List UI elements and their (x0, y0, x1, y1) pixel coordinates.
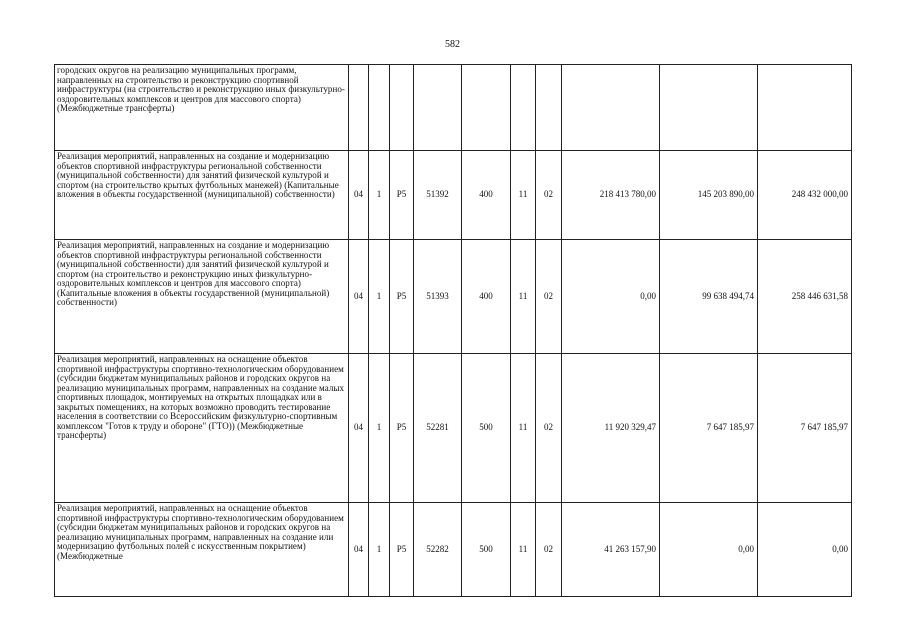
code-project: P5 (390, 240, 414, 354)
code-chapter (511, 65, 536, 151)
code-project: P5 (390, 503, 414, 597)
code-program: 1 (369, 151, 390, 240)
page-number: 582 (445, 39, 460, 50)
amount-year-1: 0,00 (562, 240, 660, 354)
amount-year-1: 218 413 780,00 (562, 151, 660, 240)
row-description: Реализация мероприятий, направленных на оснащение объектов спортивной инфраструктуры спортивно-технологическим оборудованием (субсидии бюджетам муниципальных районов и городских округов на реализацию муниципальных программ, направленных на создание малых спортивных площадок, монтируемых на открытых площадках или в закрытых помещениях, на которых возможно проводить тестирование населения в соответствии со Всероссийским физкультурно-спортивным комплексом "Готов к труду и обороне" (ГТО)) (Межбюджетные трансферты) (55, 354, 349, 503)
amount-year-3 (758, 65, 852, 151)
amount-year-2 (660, 65, 758, 151)
row-description: городских округов на реализацию муниципальных программ, направленных на строительство и реконструкцию спортивной инфраструктуры (на строительство и реконструкцию иных физкультурно-оздоровительных комплексов и центров для массового спорта) (Межбюджетные трансферты) (55, 65, 349, 151)
code-expense-type: 500 (462, 354, 511, 503)
code-subchapter (536, 65, 562, 151)
table-row (55, 65, 852, 151)
code-project (390, 65, 414, 151)
row-description: Реализация мероприятий, направленных на оснащение объектов спортивной инфраструктуры спортивно-технологическим оборудованием (субсидии бюджетам муниципальных районов и городских округов на реализацию муниципальных программ, направленных на создание или модернизацию футбольных полей с искусственным покрытием) (Межбюджетные (55, 503, 349, 597)
amount-year-2: 145 203 890,00 (660, 151, 758, 240)
code-section: 04 (349, 354, 369, 503)
code-section (349, 65, 369, 151)
code-section: 04 (349, 503, 369, 597)
code-expense-type: 400 (462, 151, 511, 240)
amount-year-2: 0,00 (660, 503, 758, 597)
amount-year-3: 0,00 (758, 503, 852, 597)
code-expense-type: 500 (462, 503, 511, 597)
code-chapter: 11 (511, 151, 536, 240)
code-program: 1 (369, 503, 390, 597)
amount-year-2: 99 638 494,74 (660, 240, 758, 354)
table-row (55, 151, 852, 240)
table-row (55, 240, 852, 354)
code-chapter: 11 (511, 354, 536, 503)
code-program: 1 (369, 354, 390, 503)
code-program: 1 (369, 240, 390, 354)
code-expense-type: 400 (462, 240, 511, 354)
code-project: P5 (390, 354, 414, 503)
code-subchapter: 02 (536, 151, 562, 240)
code-direction: 51393 (414, 240, 462, 354)
table-row (55, 503, 852, 597)
code-direction: 52281 (414, 354, 462, 503)
code-expense-type (462, 65, 511, 151)
amount-year-3: 258 446 631,58 (758, 240, 852, 354)
code-chapter: 11 (511, 240, 536, 354)
amount-year-3: 248 432 000,00 (758, 151, 852, 240)
amount-year-1: 41 263 157,90 (562, 503, 660, 597)
budget-table (54, 64, 852, 597)
amount-year-1 (562, 65, 660, 151)
code-section: 04 (349, 240, 369, 354)
code-program (369, 65, 390, 151)
code-subchapter: 02 (536, 354, 562, 503)
code-project: P5 (390, 151, 414, 240)
code-direction: 52282 (414, 503, 462, 597)
row-description: Реализация мероприятий, направленных на создание и модернизацию объектов спортивной инфраструктуры региональной собственности (муниципальной собственности) для занятий физической культурой и спортом (на строительство крытых футбольных манежей) (Капитальные вложения в объекты государственной (муниципальной) собственности) (55, 151, 349, 240)
code-section: 04 (349, 151, 369, 240)
row-description: Реализация мероприятий, направленных на создание и модернизацию объектов спортивной инфраструктуры региональной собственности (муниципальной собственности) для занятий физической культурой и спортом (на строительство и реконструкцию иных физкультурно-оздоровительных комплексов и центров для массового спорта) (Капитальные вложения в объекты государственной (муниципальной) собственности) (55, 240, 349, 354)
code-subchapter: 02 (536, 240, 562, 354)
amount-year-2: 7 647 185,97 (660, 354, 758, 503)
amount-year-1: 11 920 329,47 (562, 354, 660, 503)
amount-year-3: 7 647 185,97 (758, 354, 852, 503)
code-direction: 51392 (414, 151, 462, 240)
code-direction (414, 65, 462, 151)
table-row (55, 354, 852, 503)
code-chapter: 11 (511, 503, 536, 597)
code-subchapter: 02 (536, 503, 562, 597)
